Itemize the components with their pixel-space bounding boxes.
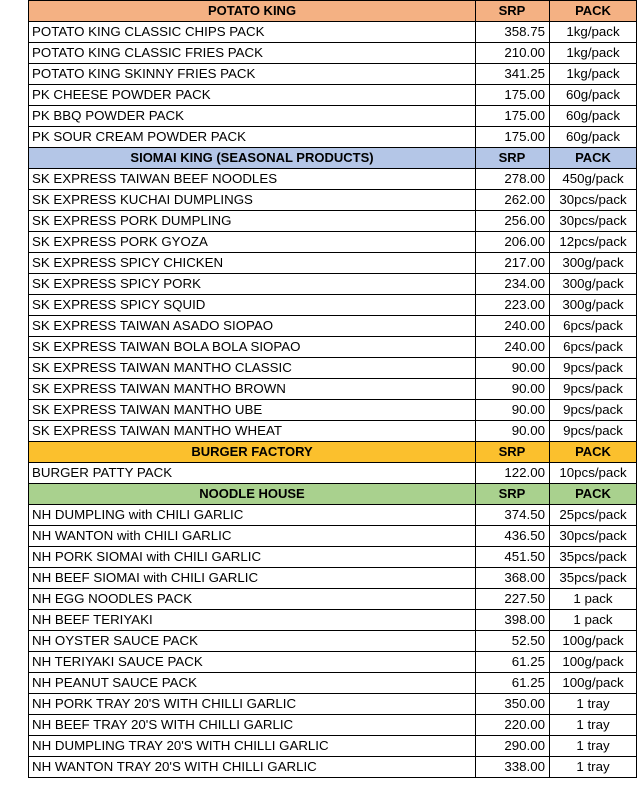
section-title: POTATO KING <box>29 1 476 22</box>
product-pack-size: 100g/pack <box>550 631 637 652</box>
srp-column-header: SRP <box>476 442 550 463</box>
product-row <box>29 22 637 43</box>
section-header-row <box>29 484 637 505</box>
product-pack-size: 1 tray <box>550 694 637 715</box>
product-srp: 234.00 <box>476 274 550 295</box>
product-pack-size: 450g/pack <box>550 169 637 190</box>
srp-column-header: SRP <box>476 484 550 505</box>
product-name: SK EXPRESS TAIWAN BEEF NOODLES <box>29 169 476 190</box>
product-srp: 90.00 <box>476 379 550 400</box>
product-name: BURGER PATTY PACK <box>29 463 476 484</box>
product-row <box>29 211 637 232</box>
product-name: NH DUMPLING with CHILI GARLIC <box>29 505 476 526</box>
product-name: SK EXPRESS SPICY SQUID <box>29 295 476 316</box>
product-srp: 175.00 <box>476 106 550 127</box>
product-name: PK BBQ POWDER PACK <box>29 106 476 127</box>
product-pack-size: 6pcs/pack <box>550 337 637 358</box>
section-title: SIOMAI KING (SEASONAL PRODUCTS) <box>29 148 476 169</box>
price-list-table <box>28 0 637 778</box>
pack-column-header: PACK <box>550 442 637 463</box>
product-name: PK SOUR CREAM POWDER PACK <box>29 127 476 148</box>
product-pack-size: 9pcs/pack <box>550 379 637 400</box>
product-pack-size: 1 tray <box>550 757 637 778</box>
product-name: NH BEEF TRAY 20'S WITH CHILLI GARLIC <box>29 715 476 736</box>
product-srp: 206.00 <box>476 232 550 253</box>
pack-column-header: PACK <box>550 484 637 505</box>
product-pack-size: 100g/pack <box>550 652 637 673</box>
product-pack-size: 12pcs/pack <box>550 232 637 253</box>
product-pack-size: 9pcs/pack <box>550 358 637 379</box>
product-pack-size: 1 tray <box>550 736 637 757</box>
product-srp: 175.00 <box>476 85 550 106</box>
product-name: SK EXPRESS PORK DUMPLING <box>29 211 476 232</box>
product-name: POTATO KING CLASSIC FRIES PACK <box>29 43 476 64</box>
product-row <box>29 610 637 631</box>
product-srp: 227.50 <box>476 589 550 610</box>
product-name: POTATO KING SKINNY FRIES PACK <box>29 64 476 85</box>
product-pack-size: 1kg/pack <box>550 22 637 43</box>
product-srp: 122.00 <box>476 463 550 484</box>
product-row <box>29 568 637 589</box>
product-srp: 278.00 <box>476 169 550 190</box>
product-pack-size: 300g/pack <box>550 274 637 295</box>
product-srp: 436.50 <box>476 526 550 547</box>
product-pack-size: 6pcs/pack <box>550 316 637 337</box>
product-name: SK EXPRESS PORK GYOZA <box>29 232 476 253</box>
product-name: NH WANTON with CHILI GARLIC <box>29 526 476 547</box>
product-pack-size: 1kg/pack <box>550 64 637 85</box>
product-pack-size: 300g/pack <box>550 295 637 316</box>
product-row <box>29 757 637 778</box>
product-row <box>29 106 637 127</box>
section-header-row <box>29 442 637 463</box>
product-pack-size: 35pcs/pack <box>550 568 637 589</box>
product-row <box>29 337 637 358</box>
product-srp: 52.50 <box>476 631 550 652</box>
pack-column-header: PACK <box>550 1 637 22</box>
product-srp: 220.00 <box>476 715 550 736</box>
product-row <box>29 547 637 568</box>
product-srp: 210.00 <box>476 43 550 64</box>
product-row <box>29 652 637 673</box>
product-row <box>29 127 637 148</box>
product-name: NH PEANUT SAUCE PACK <box>29 673 476 694</box>
product-name: SK EXPRESS TAIWAN MANTHO WHEAT <box>29 421 476 442</box>
product-row <box>29 169 637 190</box>
product-srp: 90.00 <box>476 358 550 379</box>
product-name: NH BEEF TERIYAKI <box>29 610 476 631</box>
product-pack-size: 30pcs/pack <box>550 211 637 232</box>
product-name: NH PORK TRAY 20'S WITH CHILLI GARLIC <box>29 694 476 715</box>
product-pack-size: 60g/pack <box>550 106 637 127</box>
product-name: SK EXPRESS TAIWAN MANTHO BROWN <box>29 379 476 400</box>
product-pack-size: 1 pack <box>550 589 637 610</box>
product-srp: 90.00 <box>476 400 550 421</box>
product-srp: 223.00 <box>476 295 550 316</box>
product-row <box>29 232 637 253</box>
srp-column-header: SRP <box>476 1 550 22</box>
product-row <box>29 316 637 337</box>
product-pack-size: 1 pack <box>550 610 637 631</box>
product-name: NH PORK SIOMAI with CHILI GARLIC <box>29 547 476 568</box>
product-row <box>29 421 637 442</box>
product-pack-size: 30pcs/pack <box>550 526 637 547</box>
product-name: SK EXPRESS KUCHAI DUMPLINGS <box>29 190 476 211</box>
product-srp: 290.00 <box>476 736 550 757</box>
product-row <box>29 589 637 610</box>
product-name: POTATO KING CLASSIC CHIPS PACK <box>29 22 476 43</box>
pack-column-header: PACK <box>550 148 637 169</box>
product-srp: 61.25 <box>476 673 550 694</box>
product-pack-size: 60g/pack <box>550 127 637 148</box>
product-pack-size: 10pcs/pack <box>550 463 637 484</box>
product-name: PK CHEESE POWDER PACK <box>29 85 476 106</box>
product-pack-size: 60g/pack <box>550 85 637 106</box>
product-srp: 217.00 <box>476 253 550 274</box>
product-srp: 341.25 <box>476 64 550 85</box>
product-srp: 358.75 <box>476 22 550 43</box>
product-row <box>29 526 637 547</box>
product-row <box>29 43 637 64</box>
product-srp: 262.00 <box>476 190 550 211</box>
product-name: SK EXPRESS TAIWAN MANTHO UBE <box>29 400 476 421</box>
product-row <box>29 85 637 106</box>
product-srp: 368.00 <box>476 568 550 589</box>
product-name: NH DUMPLING TRAY 20'S WITH CHILLI GARLIC <box>29 736 476 757</box>
product-row <box>29 400 637 421</box>
product-row <box>29 505 637 526</box>
product-pack-size: 9pcs/pack <box>550 421 637 442</box>
product-name: SK EXPRESS SPICY PORK <box>29 274 476 295</box>
product-name: NH EGG NOODLES PACK <box>29 589 476 610</box>
price-list-body <box>29 1 637 778</box>
product-srp: 374.50 <box>476 505 550 526</box>
product-pack-size: 100g/pack <box>550 673 637 694</box>
product-name: NH OYSTER SAUCE PACK <box>29 631 476 652</box>
product-srp: 61.25 <box>476 652 550 673</box>
product-name: SK EXPRESS SPICY CHICKEN <box>29 253 476 274</box>
product-pack-size: 1kg/pack <box>550 43 637 64</box>
product-row <box>29 463 637 484</box>
product-srp: 175.00 <box>476 127 550 148</box>
product-name: SK EXPRESS TAIWAN MANTHO CLASSIC <box>29 358 476 379</box>
product-pack-size: 1 tray <box>550 715 637 736</box>
product-row <box>29 358 637 379</box>
product-row <box>29 379 637 400</box>
product-row <box>29 274 637 295</box>
product-srp: 240.00 <box>476 337 550 358</box>
section-title: BURGER FACTORY <box>29 442 476 463</box>
product-row <box>29 64 637 85</box>
product-row <box>29 253 637 274</box>
product-row <box>29 631 637 652</box>
product-pack-size: 25pcs/pack <box>550 505 637 526</box>
product-pack-size: 30pcs/pack <box>550 190 637 211</box>
price-list-sheet <box>28 0 636 778</box>
product-srp: 451.50 <box>476 547 550 568</box>
section-header-row <box>29 1 637 22</box>
product-row <box>29 736 637 757</box>
product-row <box>29 190 637 211</box>
product-srp: 90.00 <box>476 421 550 442</box>
product-srp: 350.00 <box>476 694 550 715</box>
product-srp: 256.00 <box>476 211 550 232</box>
product-name: SK EXPRESS TAIWAN ASADO SIOPAO <box>29 316 476 337</box>
product-row <box>29 694 637 715</box>
section-header-row <box>29 148 637 169</box>
product-srp: 338.00 <box>476 757 550 778</box>
product-pack-size: 300g/pack <box>550 253 637 274</box>
product-name: NH TERIYAKI SAUCE PACK <box>29 652 476 673</box>
product-srp: 398.00 <box>476 610 550 631</box>
product-row <box>29 715 637 736</box>
product-pack-size: 35pcs/pack <box>550 547 637 568</box>
product-name: NH WANTON TRAY 20'S WITH CHILLI GARLIC <box>29 757 476 778</box>
product-name: SK EXPRESS TAIWAN BOLA BOLA SIOPAO <box>29 337 476 358</box>
product-row <box>29 673 637 694</box>
product-row <box>29 295 637 316</box>
product-pack-size: 9pcs/pack <box>550 400 637 421</box>
product-srp: 240.00 <box>476 316 550 337</box>
srp-column-header: SRP <box>476 148 550 169</box>
product-name: NH BEEF SIOMAI with CHILI GARLIC <box>29 568 476 589</box>
section-title: NOODLE HOUSE <box>29 484 476 505</box>
